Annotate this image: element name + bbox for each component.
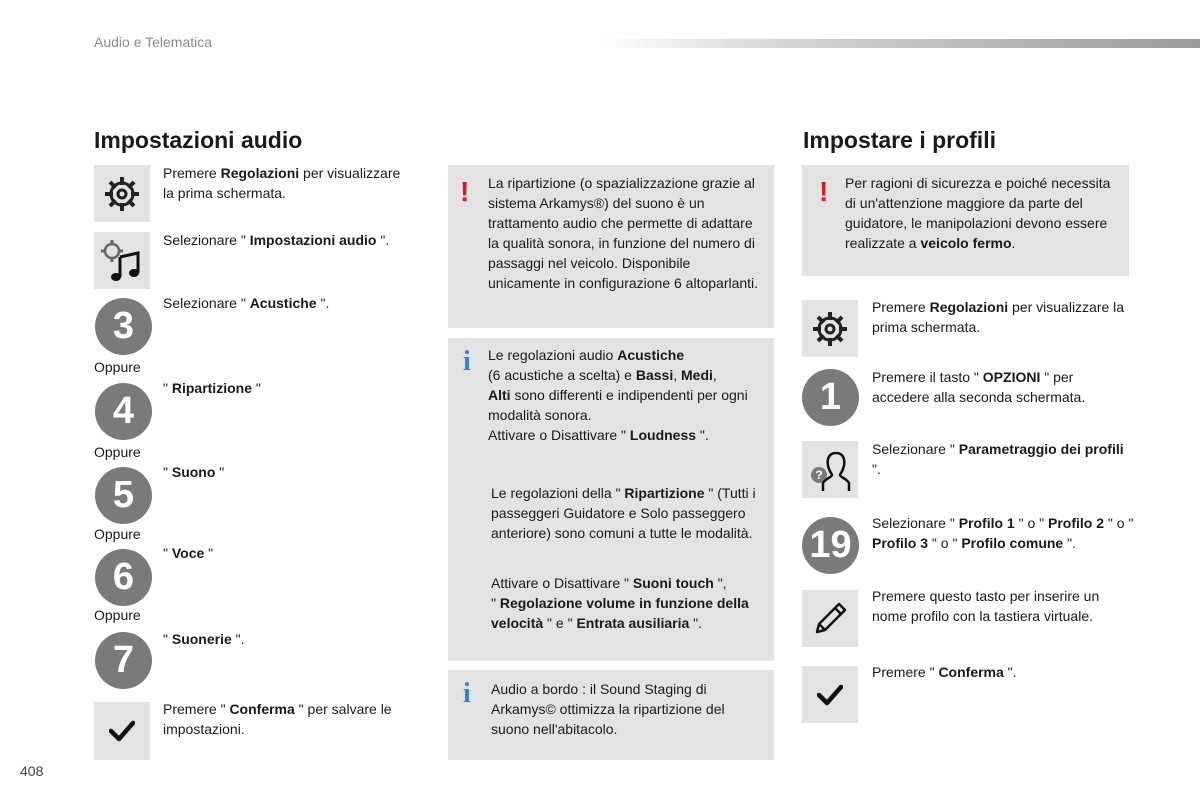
info-arkamys-text: Audio a bordo : il Sound Staging di Arkamys© ottimizza la ripartizione del suono nell'abitacolo. xyxy=(491,681,725,737)
step-number-7: 7 xyxy=(95,632,152,689)
check-icon xyxy=(109,720,135,742)
gear-icon-box xyxy=(802,300,858,357)
info-note-arkamys xyxy=(448,670,774,760)
step-number-6: 6 xyxy=(95,549,152,606)
check-icon xyxy=(817,684,843,706)
left-step-1-text: Premere Regolazioni per visualizzare la prima schermata. xyxy=(163,165,401,201)
step-number-1: 1 xyxy=(802,369,859,426)
warning-icon: ! xyxy=(460,176,470,207)
step-number-4: 4 xyxy=(95,383,152,440)
oppure-label: Oppure xyxy=(94,444,141,460)
gear-icon xyxy=(105,177,139,211)
step-number-19: 19 xyxy=(802,517,859,574)
svg-text:?: ? xyxy=(815,467,823,482)
pencil-icon xyxy=(811,600,849,638)
check-icon-box xyxy=(802,666,858,723)
oppure-label: Oppure xyxy=(94,526,141,542)
header-bar xyxy=(600,39,1200,48)
warning-text: La ripartizione (o spazializzazione grazie al sistema Arkamys®) del suono è un trattamento audio che permette di adattare la qualità sonora, in funzione del numero di passaggi nel veicolo. Disponibile unicamente in configurazione 6 altoparlanti. xyxy=(488,175,759,291)
left-step-4-text: " Ripartizione " xyxy=(163,380,261,396)
warning-profiles-text: Per ragioni di sicurezza e poiché necessita di un'attenzione maggiore da parte del guidatore, le manipolazioni devono essere realizzate a veicolo fermo. xyxy=(845,175,1111,251)
profile-icon xyxy=(805,445,855,495)
right-step-2-text: Premere il tasto " OPZIONI " per accedere alla seconda schermata. xyxy=(872,369,1086,405)
step-number-5: 5 xyxy=(95,467,152,524)
page-number: 408 xyxy=(20,763,44,779)
right-step-1-text: Premere Regolazioni per visualizzare la prima schermata. xyxy=(872,299,1125,335)
right-step-4-text: Selezionare " Profilo 1 " o " Profilo 2 " o " Profilo 3 " o " Profilo comune ". xyxy=(872,515,1134,551)
left-step-6-text: " Voce " xyxy=(163,545,214,561)
right-step-3-text: Selezionare " Parametraggio dei profili ". xyxy=(872,441,1124,477)
right-step-6-text: Premere " Conferma ". xyxy=(872,664,1017,680)
gear-icon-box xyxy=(94,165,150,222)
gear-music-icon-box xyxy=(94,232,150,289)
info-paragraph-1: Le regolazioni audio Acustiche (6 acustiche a scelta) e Bassi, Medi, Alti sono differenti e indipendenti per ogni modalità sonora. Attivare o Disattivare " Loudness ". xyxy=(488,347,748,443)
left-step-3-text: Selezionare " Acustiche ". xyxy=(163,295,330,311)
left-step-2-text: Selezionare " Impostazioni audio ". xyxy=(163,232,390,248)
check-icon-box xyxy=(94,702,150,760)
left-title: Impostazioni audio xyxy=(94,127,303,153)
info-note-acoustics xyxy=(448,338,774,661)
gear-music-icon xyxy=(98,237,146,285)
left-step-8-text: Premere " Conferma " per salvare le impostazioni. xyxy=(163,701,392,737)
left-step-5-text: " Suono " xyxy=(163,464,225,480)
info-paragraph-2: Le regolazioni della " Ripartizione " (Tutti i passeggeri Guidatore e Solo passeggero anteriore) sono comuni a tutte le modalità. xyxy=(491,485,756,541)
gear-icon xyxy=(813,312,847,346)
left-step-7-text: " Suonerie ". xyxy=(163,631,245,647)
pencil-icon-box xyxy=(802,590,858,647)
warning-note-profiles xyxy=(802,165,1129,276)
section-header: Audio e Telematica xyxy=(94,34,213,50)
warning-icon: ! xyxy=(819,176,829,207)
right-title: Impostare i profili xyxy=(803,127,996,153)
info-icon: i xyxy=(463,346,471,377)
profile-icon-box xyxy=(802,441,858,498)
oppure-label: Oppure xyxy=(94,359,141,375)
warning-note-audio xyxy=(448,165,774,328)
oppure-label: Oppure xyxy=(94,607,141,623)
info-paragraph-3: Attivare o Disattivare " Suoni touch ", " Regolazione volume in funzione della velocità " e " Entrata ausiliaria ". xyxy=(491,575,749,631)
info-icon: i xyxy=(463,678,471,709)
right-step-5-text: Premere questo tasto per inserire un nome profilo con la tastiera virtuale. xyxy=(872,588,1100,624)
step-number-3: 3 xyxy=(95,298,152,355)
